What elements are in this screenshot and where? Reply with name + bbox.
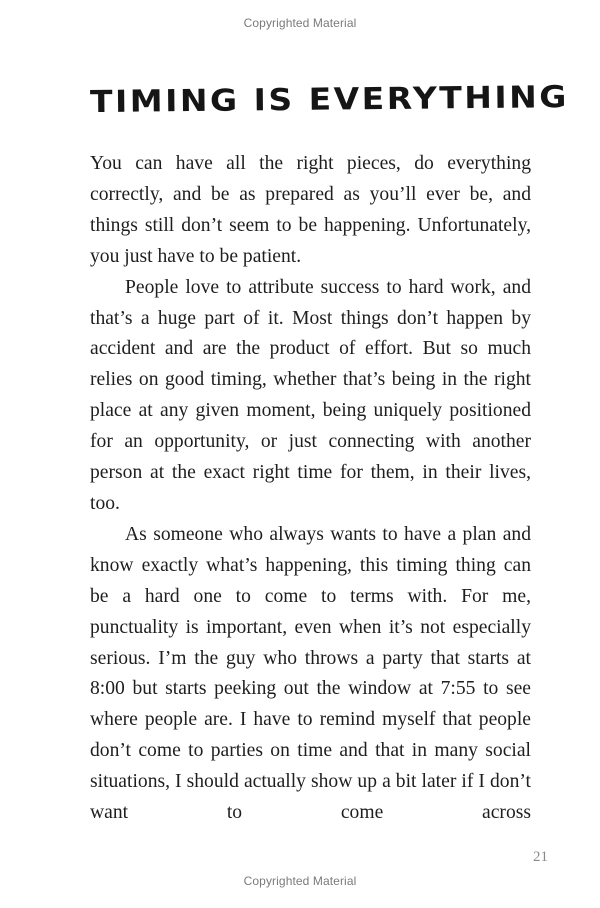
paragraph-1: You can have all the right pieces, do everything correctly, and be as prepared as you’ll ever be, and things still don’t seem to be happening. Unfortunately, you just have to be patient. bbox=[90, 153, 531, 267]
page-number: 21 bbox=[533, 849, 548, 865]
body-text bbox=[90, 149, 531, 829]
copyright-watermark-top: Copyrighted Material bbox=[243, 16, 357, 30]
paragraph-3: As someone who always wants to have a plan and know exactly what’s happening, this timing thing can be a hard one to come to terms with. For me, punctuality is important, even when it’s not especially serious. I’m the guy who throws a party that starts at 8:00 but starts peeking out the window at 7:55 to see where people are. I have to remind myself that people don’t come to parties on time and that in many social situations, I should actually show up a bit later if I don’t want to come across bbox=[90, 523, 531, 824]
chapter-title: TIMING IS EVERYTHING bbox=[89, 78, 570, 120]
paragraph-2: People love to attribute success to hard work, and that’s a huge part of it. Most things don’t happen by accident and are the product of effort. But so much relies on good timing, whether that’s being in the right place at any given moment, being uniquely positioned for an opportunity, or just connecting with another person at the exact right time for them, in their lives, too. bbox=[90, 276, 531, 514]
copyright-watermark-bottom: Copyrighted Material bbox=[243, 874, 357, 888]
